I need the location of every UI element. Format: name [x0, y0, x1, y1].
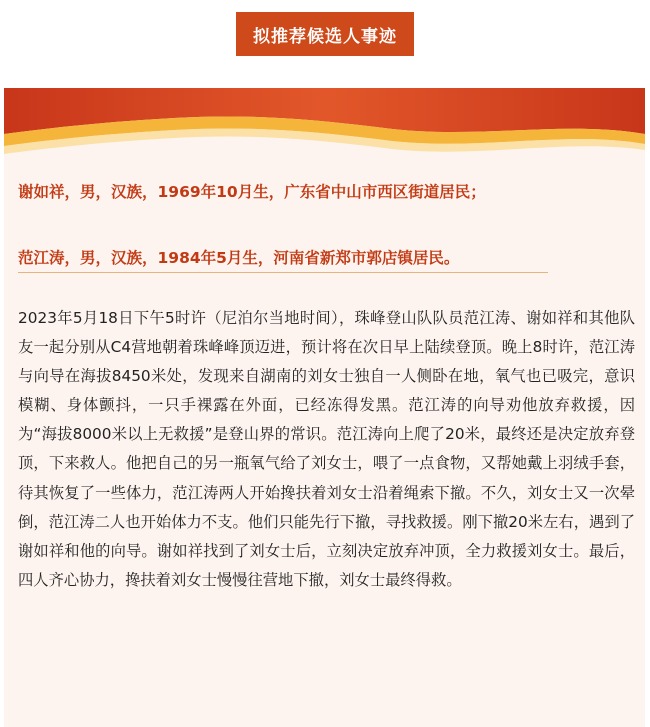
- section-title-badge: [236, 12, 414, 56]
- candidate-line-1: 谢如祥，男，汉族，1969年10月生，广东省中山市西区街道居民；: [18, 183, 486, 201]
- candidate-line-2: 范江涛，男，汉族，1984年5月生，河南省新郑市郭店镇居民。: [18, 249, 460, 267]
- section-title: 拟推荐候选人事迹: [253, 26, 397, 47]
- divider-line: [18, 272, 548, 273]
- content-card: [4, 88, 645, 727]
- decorative-wave-banner: [4, 88, 645, 168]
- story-paragraph: 2023年5月18日下午5时许（尼泊尔当地时间），珠峰登山队队员范江涛、谢如祥和其他队友一起分别从C4营地朝着珠峰峰顶迈进，预计将在次日早上陆续登顶。晚上8时许，范江涛与向导在海拔8450米处，发现来自湖南的刘女士独自一人侧卧在地，氧气也已吸完，意识模糊、身体颤抖，一只手裸露在外面，已经冻得发黑。范江涛的向导劝他放弃救援，因为“海拔8000米以上无救援”是登山界的常识。范江涛向上爬了20米，最终还是决定放弃登顶，下来救人。他把自己的另一瓶氧气给了刘女士，喂了一点食物，又帮她戴上羽绒手套，待其恢复了一些体力，范江涛两人开始搀扶着刘女士沿着绳索下撤。不久，刘女士又一次晕倒，范江涛二人也开始体力不支。他们只能先行下撤，寻找救援。刚下撤20米左右，遇到了谢如祥和他的向导。谢如祥找到了刘女士后，立刻决定放弃冲顶，全力救援刘女士。最后，四人齐心协力，搀扶着刘女士慢慢往营地下撤，刘女士最终得救。: [18, 309, 635, 589]
